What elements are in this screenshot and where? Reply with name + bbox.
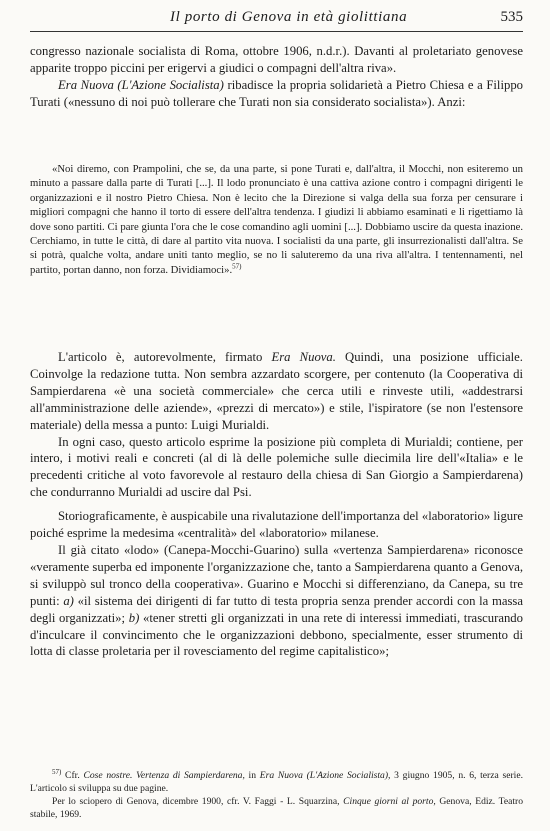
paragraph-lodo [30, 542, 523, 660]
paragraph-storiograficamente: Storiograficamente, è auspicabile una rivalutazione dell'importanza del «laboratorio» ligure poiché esprime la medesima «centralità» del «laboratorio» milanese. [30, 509, 523, 541]
footnote-57 [30, 769, 523, 795]
footnote-text: Genova, Ediz. Teatro stabile, 1969. [30, 796, 523, 820]
paragraph-articolo [30, 349, 523, 434]
footnote-marker: 57) [52, 767, 62, 776]
top-text [30, 43, 523, 111]
page-number: 535 [500, 9, 523, 25]
paragraph-text: Il già citato «lodo» (Canepa-Mocchi-Guarino) sulla «vertenza Sampierdarena» riconosce «veramente superba ed imponente l'organizzazione che, tanto a Sampierdarena quanto a Genova, si sviluppò sul tronco della cooperativa». Guarino e Mocchi si differenziano, da Canepa, su tre punti: [30, 542, 523, 608]
paragraph-text: ribadisce la propria solidarietà a Pietro Chiesa e a Filippo Turati («nessuno di noi può tollerare che Turati non sia considerato socialista»). Anzi: [30, 77, 524, 109]
quote-text [30, 162, 523, 277]
footnotes [30, 769, 523, 821]
newspaper-title: Era Nuova (L'Azione Socialista) [58, 77, 224, 92]
running-header [30, 9, 523, 32]
list-label-b: b) [128, 610, 140, 625]
footnote-text: Per lo sciopero di Genova, dicembre 1900, cfr. V. Faggi - L. Squarzina, [52, 796, 344, 807]
paragraph-murialdi: In ogni caso, questo articolo esprime la posizione più completa di Murialdi; contiene, per intero, i motivi reali e concreti (al di là delle polemiche sulle diecimila lire dell'«Italia» e le precedenti critiche al voto favorevole al restauro della chiesa di San Giorgio a Sampierdarena) che condurranno Murialdi ad uscire dal Psi. [30, 434, 523, 500]
newspaper-title: Era Nuova. [271, 350, 336, 364]
footnote-italic: Cose nostre. Vertenza di Sampierdarena, [83, 770, 245, 781]
footnote-reference: 57) [232, 262, 242, 271]
footnote-sciopero [30, 795, 523, 821]
block-quote [30, 162, 523, 277]
footnote-italic: Era Nuova (L'Azione Socialista), [259, 770, 391, 781]
paragraph-era-nuova [30, 77, 523, 111]
paragraph-text: «il sistema dei dirigenti di far tutto di testa propria senza prender accordi con la massa degli organizzati»; [30, 593, 524, 625]
footnote-text: Cfr. [61, 770, 84, 781]
main-text [30, 349, 523, 660]
paragraph-continuation: congresso nazionale socialista di Roma, ottobre 1906, n.d.r.). Davanti al proletariato genovese apparite troppo piccini per erigervi a giudici o compagni dell'altra riva». [30, 44, 523, 75]
footnote-text: 3 giugno 1905, n. 6, terza serie. L'articolo si sviluppa su due pagine. [30, 770, 523, 794]
paragraph-text: «tener stretti gli organizzati in una rete di interessi immediati, trascurando d'inculcare il convincimento che le organizzazioni debbono, specialmente, esser strumento di lotta di classe proletaria per il rovesciamento del regime capitalistico»; [30, 610, 523, 659]
footnote-italic: Cinque giorni al porto, [343, 796, 436, 807]
quote-body: «Noi diremo, con Prampolini, che se, da una parte, si pone Turati e, dall'altra, il Mocchi, non esiteremo un minuto a passare dalla parte di Turati [...]. Il lodo pronunciato è una cattiva azione contro i compagni dirigenti le organizzazioni e il nostro Pietro Chiesa. Non è lecito che la Direzione si valga della sua forza per censurare i migliori compagni che hanno il torto di essere dell'altra tendenza. I giudizi li abbiamo esaminati e li rigettiamo là dove sono partiti. Ci pare giunta l'ora che le cose comandino agli uomini [...]. Dobbiamo uscire da questa inazione. Cerchiamo, in tutte le città, di dare al partito vita nuova. I socialisti da una parte, gli insurrezionalisti dall'altra. Se si potrà, qualche volta, andare uniti tanto meglio, se no li saluteremo da una riva all'altra. I tentennamenti, nel partito, portan danno, non forza. Dividiamoci». [30, 163, 523, 276]
running-title: Il porto di Genova in età giolittiana [170, 9, 408, 25]
list-label-a: a) [63, 593, 74, 608]
paragraph-text: Quindi, una posizione ufficiale. Coinvolge la redazione tutta. Non sembra azzardato scorgere, per contenuto (la Cooperativa di Sampierdarena «è una società commerciale» che cerca utili e rinveste utili, «addestrarsi all'amministrazione delle aziende», «prezzi di mercato») e stile, l'ispiratore (se non l'estensore materiale) della messa a punto: Luigi Murialdi. [30, 350, 523, 432]
paragraph-text: L'articolo è, autorevolmente, firmato [58, 350, 272, 364]
footnote-text: in [244, 770, 260, 781]
